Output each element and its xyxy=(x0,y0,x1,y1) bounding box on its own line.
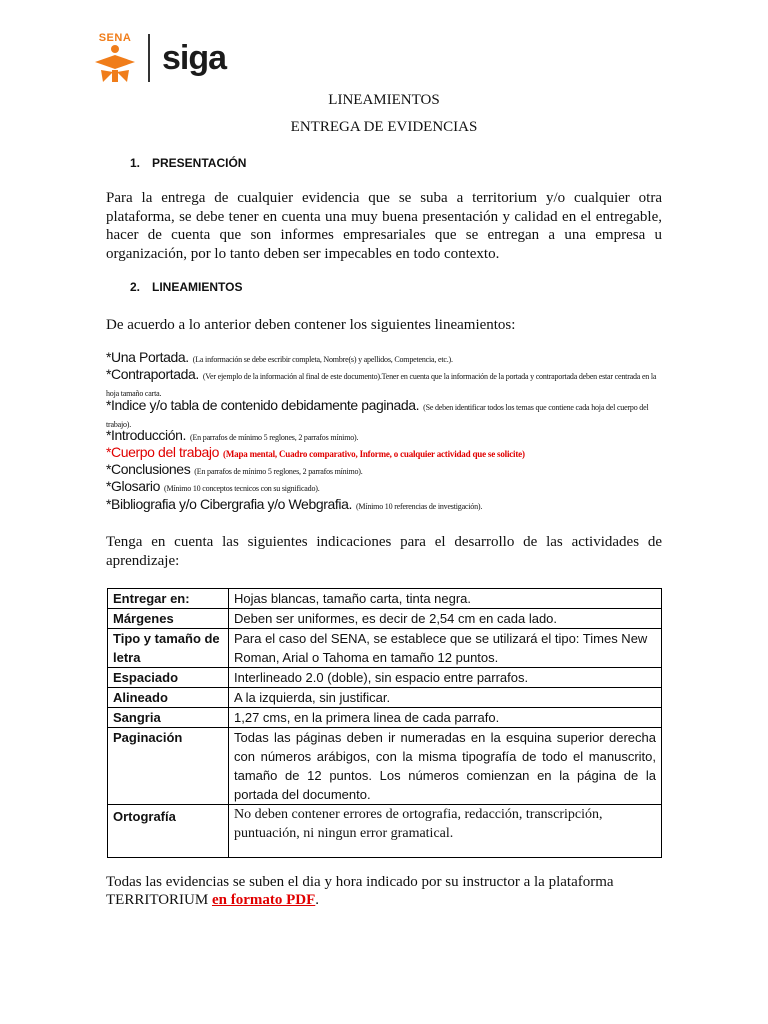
section-number: 2. xyxy=(130,280,141,294)
spec-key: Espaciado xyxy=(108,668,229,688)
requirement-note: (La información se debe escribir completa, Nombre(s) y apellidos, Competencia, etc.). xyxy=(192,355,453,364)
requirement-note: (Se deben identificar todos los temas que contiene cada hoja del cuerpo del trabajo). xyxy=(106,403,649,429)
table-row xyxy=(108,629,662,668)
section-heading-lineamientos xyxy=(130,280,242,294)
requirement-note: (Mínimo 10 referencias de investigación). xyxy=(355,502,483,511)
footer-text: Todas las evidencias se suben el dia y hora indicado por su instructor a la plataforma TERRITORIUM xyxy=(106,874,614,908)
requirement-label: *Bibliografia y/o Cibergrafia y/o Webgrafia. xyxy=(106,496,352,512)
requirement-label: *Conclusiones xyxy=(106,461,191,477)
footer-period: . xyxy=(315,892,320,908)
spec-value: Para el caso del SENA, se establece que se utilizará el tipo: Times New Roman, Arial o Tahoma en tamaño 12 puntos. xyxy=(229,629,662,668)
table-row xyxy=(108,688,662,708)
requirement-item xyxy=(106,398,666,432)
requirement-note: (Ver ejemplo de la información al final de este documento).Tener en cuenta que la información de la portada y contraportada deben estar centrada en la hoja tamaño carta. xyxy=(106,372,657,398)
requirement-item xyxy=(106,367,666,401)
pdf-format-emphasis: en formato PDF xyxy=(211,892,316,908)
table-row xyxy=(108,668,662,688)
requirement-label: *Una Portada. xyxy=(106,349,189,365)
section-title: PRESENTACIÓN xyxy=(152,156,247,170)
table-row xyxy=(108,805,662,858)
specs-table xyxy=(107,588,662,858)
sena-logo xyxy=(90,30,140,86)
instructions-intro: Tenga en cuenta las siguientes indicaciones para el desarrollo de las actividades de aprendizaje: xyxy=(106,534,662,569)
header-logos xyxy=(90,28,226,88)
spec-key: Entregar en: xyxy=(108,589,229,609)
requirement-note: (Mapa mental, Cuadro comparativo, Informe, o cualquier actividad que se solicite) xyxy=(223,449,525,459)
spec-key: Márgenes xyxy=(108,609,229,629)
spec-value: Hojas blancas, tamaño carta, tinta negra. xyxy=(229,589,662,609)
table-row xyxy=(108,728,662,805)
spec-key: Paginación xyxy=(108,728,229,805)
spec-value: Interlineado 2.0 (doble), sin espacio entre parrafos. xyxy=(229,668,662,688)
section-heading-presentacion xyxy=(130,156,246,170)
requirement-item xyxy=(106,350,666,367)
sena-logo-text: SENA xyxy=(98,32,132,44)
siga-logo-text: siga xyxy=(162,38,227,77)
siga-logo xyxy=(162,39,226,78)
logo-divider xyxy=(148,34,150,82)
section-number: 1. xyxy=(130,156,141,170)
spec-value: No deben contener errores de ortografia, redacción, transcripción, puntuación, ni ningun error gramatical. xyxy=(229,805,662,858)
spec-key: Sangria xyxy=(108,708,229,728)
requirement-label: *Glosario xyxy=(106,478,160,494)
spec-value: Deben ser uniformes, es decir de 2,54 cm en cada lado. xyxy=(229,609,662,629)
requirement-item xyxy=(106,462,666,479)
lineamientos-intro: De acuerdo a lo anterior deben contener los siguientes lineamientos: xyxy=(106,317,516,333)
spec-key: Tipo y tamaño de letra xyxy=(108,629,229,668)
sena-emblem-icon xyxy=(93,44,137,84)
table-row xyxy=(108,708,662,728)
requirement-item xyxy=(106,479,666,496)
requirement-item-highlighted xyxy=(106,445,666,462)
requirement-note: (En parrafos de mínimo 5 reglones, 2 parrafos mínimo). xyxy=(194,467,363,476)
table-row xyxy=(108,609,662,629)
requirement-note: (Mínimo 10 conceptos tecnicos con su significado). xyxy=(163,484,320,493)
section-title: LINEAMIENTOS xyxy=(152,280,243,294)
spec-value: 1,27 cms, en la primera linea de cada parrafo. xyxy=(229,708,662,728)
spec-value: Todas las páginas deben ir numeradas en la esquina superior derecha con números arábigos, con la misma tipografía de todo el manuscrito, tamaño de 12 puntos. Los números comienzan en la página de la portada del documento. xyxy=(229,728,662,805)
presentacion-paragraph: Para la entrega de cualquier evidencia que se suba a territorium y/o cualquier otra plataforma, se debe tener en cuenta una muy buena presentación y calidad en el entregable, hacer de cuenta que son informes empresariales que se entregan a una empresa u organización, por lo tanto deben ser impecables en todo contexto. xyxy=(106,190,662,262)
spec-key: Ortografía xyxy=(108,805,229,858)
table-row xyxy=(108,589,662,609)
footer-note xyxy=(106,873,666,909)
requirement-label: *Contraportada. xyxy=(106,366,199,382)
spec-key: Alineado xyxy=(108,688,229,708)
document-title: LINEAMIENTOS xyxy=(328,92,440,108)
spec-value: A la izquierda, sin justificar. xyxy=(229,688,662,708)
requirement-label: *Indice y/o tabla de contenido debidamente paginada. xyxy=(106,397,420,413)
requirement-label: *Cuerpo del trabajo xyxy=(106,444,220,460)
requirement-item xyxy=(106,497,666,514)
requirement-note: (En parrafos de mínimo 5 reglones, 2 parrafos mínimo). xyxy=(190,433,359,442)
document-subtitle: ENTREGA DE EVIDENCIAS xyxy=(290,119,478,135)
requirement-item xyxy=(106,428,666,445)
requirement-label: *Introducción. xyxy=(106,427,187,443)
